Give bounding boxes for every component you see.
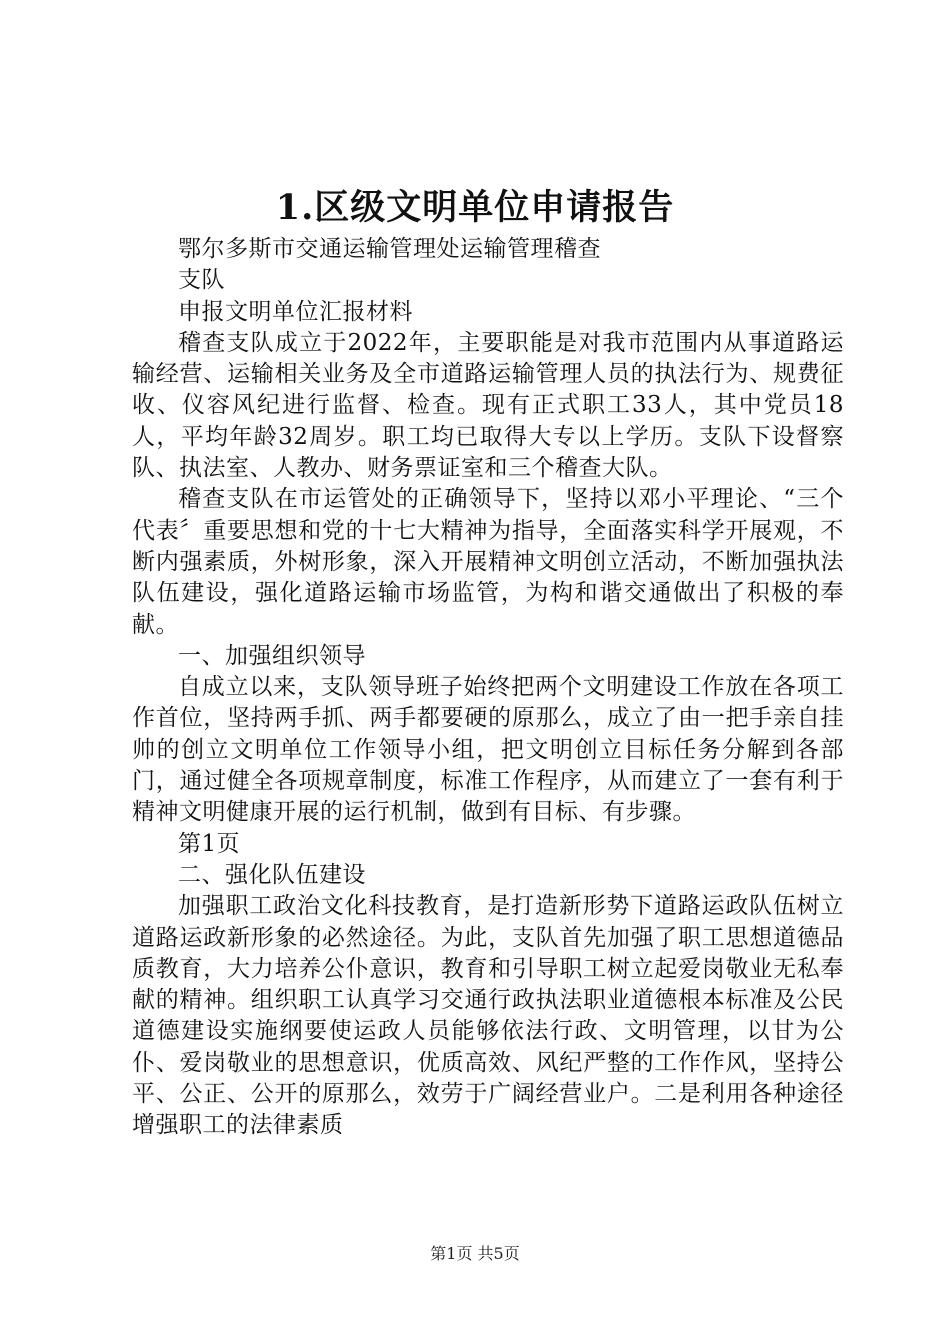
paragraph-intro: 稽查支队成立于2022年，主要职能是对我市范围内从事道路运输经营、运输相关业务及全市道路运输管理人员的执法行为、规费征收、仪容风纪进行监督、检查。现有正式职工33人，其中党员18人，平均年龄32周岁。职工均已取得大专以上学历。支队下设督察队、执法室、人教办、财务票证室和三个稽查大队。 — [132, 329, 844, 482]
inline-page-marker: 第1页 — [178, 830, 241, 857]
paragraph-section-2: 加强职工政治文化科技教育，是打造新形势下道路运政队伍树立道路运政新形象的必然途径。为此，支队首先加强了职工思想道德品质教育，大力培养公仆意识，教育和引导职工树立起爱岗敬业无私奉献的精神。组织职工认真学习交通行政执法职业道德根本标准及公民道德建设实施纲要使运政人员能够依法行政、文明管理，以甘为公仆、爱岗敬业的思想意识，优质高效、风纪严整的工作作风，坚持公平、公正、公开的原那么，效劳于广阔经营业户。二是利用各种途径增强职工的法律素质 — [132, 893, 844, 1139]
paragraph-section-1: 自成立以来，支队领导班子始终把两个文明建设工作放在各项工作首位，坚持两手抓、两手都要硬的原那么，成立了由一把手亲自挂帅的创立文明单位工作领导小组，把文明创立目标任务分解到各部门，通过健全各项规章制度，标准工作程序，从而建立了一套有利于精神文明健康开展的运行机制，做到有目标、有步骤。 — [132, 674, 844, 826]
paragraph-org-name-cont: 支队 — [178, 267, 225, 294]
section-heading-1: 一、加强组织领导 — [178, 642, 366, 669]
document-body — [132, 234, 844, 1142]
document-title: 1.区级文明单位申请报告 — [275, 187, 675, 228]
paragraph-guidance: 稽查支队在市运管处的正确领导下，坚持以邓小平理论、“三个代表〞重要思想和党的十七大精神为指导，全面落实科学开展观，不断内强素质，外树形象，深入开展精神文明创立活动，不断加强执法队伍建设，强化道路运输市场监管，为构和谐交通做出了积极的奉献。 — [132, 486, 844, 638]
paragraph-subtitle: 申报文明单位汇报材料 — [178, 298, 413, 325]
page-footer: 第1页 共5页 — [430, 1244, 520, 1263]
section-heading-2: 二、强化队伍建设 — [178, 861, 366, 888]
paragraph-org-name: 鄂尔多斯市交通运输管理处运输管理稽查 — [178, 236, 601, 262]
